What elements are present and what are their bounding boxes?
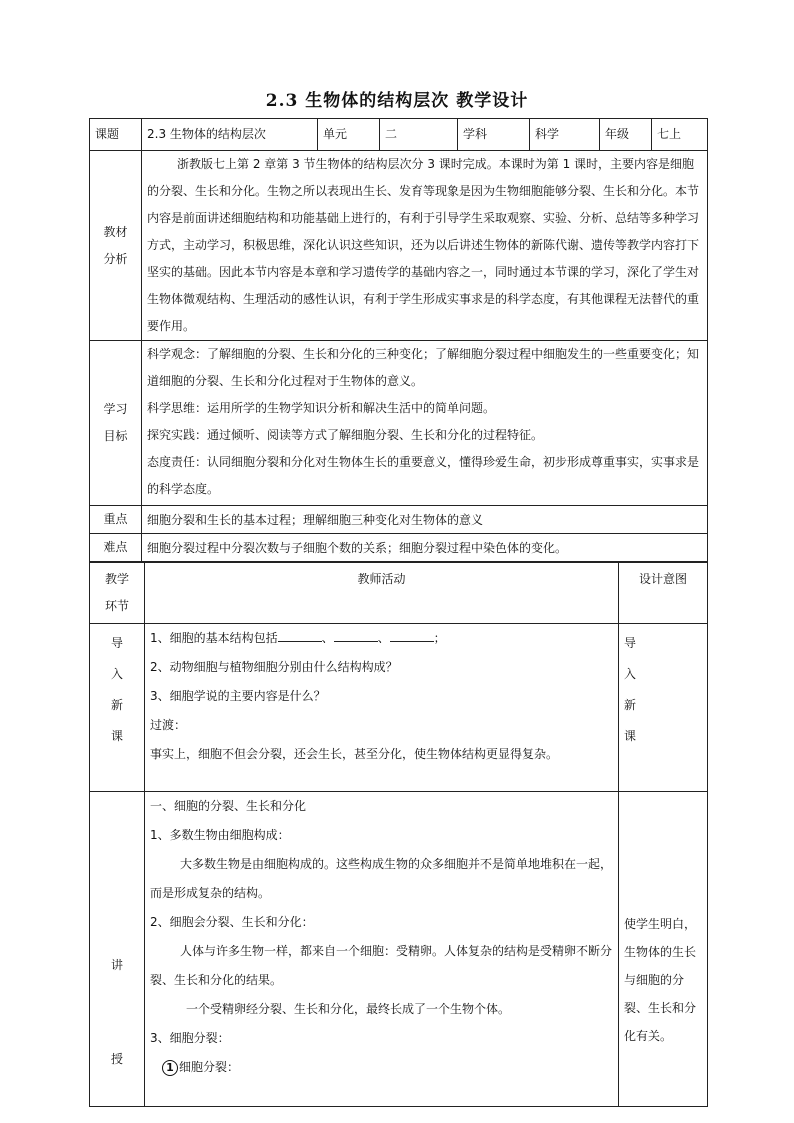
teach-activity (145, 792, 619, 1107)
lesson-info-table (89, 118, 708, 562)
teach-stage: 讲 授 (90, 792, 145, 1107)
analysis-text-cell (142, 151, 708, 341)
circled-number: 1 (162, 1060, 178, 1076)
intro-intent: 导 入 新 课 (619, 624, 708, 792)
key-row (90, 506, 708, 534)
fill-blank (390, 627, 434, 642)
info-row (90, 119, 708, 151)
subject-value: 科学 (530, 119, 600, 151)
teach-intent: 使学生明白，生物体的生长与细胞的分裂、生长和分化有关。 (619, 792, 708, 1107)
page-title: 2.3 生物体的结构层次 教学设计 (265, 91, 529, 111)
teach-section-2: 2、细胞会分裂、生长和分化： (150, 915, 314, 929)
analysis-text: 浙教版七上第 2 章第 3 节生物体的结构层次分 3 课时完成。本课时为第 1 课时，主要内容是细胞的分裂、生长和分化。生物之所以表现出生长、发育等现象是因为生物细胞能够分裂、生长和分化。本节内容是前面讲述细胞结构和功能基础上进行的，有利于引导学生采取观察、实验、分析、总结等多种学习方式，主动学习，积极思维，深化认识这些知识，还为以后讲述生物体的新陈代谢、遗传等教学内容打下坚实的基础。因此本节内容是本章和学习遗传学的基础内容之一，同时通过本节课的学习，深化了学生对生物体微观结构、生理活动的感性认识，有利于学生形成实事求是的科学态度，有其他课程无法替代的重要作用。 (147, 157, 700, 333)
goal-item: 态度责任：认同细胞分裂和分化对生物体生长的重要意义，懂得珍爱生命，初步形成尊重事实，实事求是的科学态度。 (147, 455, 700, 496)
fill-blank (334, 627, 378, 642)
teach-heading: 一、细胞的分裂、生长和分化 (150, 799, 307, 813)
teach-section-1: 1、多数生物由细胞构成： (150, 828, 290, 842)
analysis-row (90, 151, 708, 341)
process-table (89, 562, 708, 1107)
key-label: 重点 (90, 506, 142, 534)
grade-value: 七上 (652, 119, 708, 151)
topic-label: 课题 (90, 119, 142, 151)
goal-item: 科学观念：了解细胞的分裂、生长和分化的三种变化；了解细胞分裂过程中细胞发生的一些重要变化；知道细胞的分裂、生长和分化过程对于生物体的意义。 (147, 347, 700, 388)
teach-row (90, 792, 708, 1107)
intro-question-3: 3、细胞学说的主要内容是什么？ (150, 689, 326, 703)
intro-activity (145, 624, 619, 792)
topic-value: 2.3 生物体的结构层次 (142, 119, 318, 151)
teach-section-3: 3、细胞分裂： (150, 1031, 230, 1045)
goal-item: 探究实践：通过倾听、阅读等方式了解细胞分裂、生长和分化的过程特征。 (147, 428, 544, 442)
subject-label: 学科 (458, 119, 530, 151)
intent-header: 设计意图 (619, 563, 708, 624)
goals-cell (142, 341, 708, 506)
unit-value: 二 (380, 119, 458, 151)
transition-text: 事实上，细胞不但会分裂，还会生长，甚至分化，使生物体结构更显得复杂。 (150, 747, 559, 761)
intro-question-1: 1、细胞的基本结构包括 、 、 ； (150, 624, 613, 653)
fill-blank (278, 627, 322, 642)
stage-header: 教学 环节 (90, 563, 145, 624)
key-text: 细胞分裂和生长的基本过程；理解细胞三种变化对生物体的意义 (142, 506, 708, 534)
goals-row (90, 341, 708, 506)
process-header-row (90, 563, 708, 624)
goal-item: 科学思维：运用所学的生物学知识分析和解决生活中的简单问题。 (147, 401, 496, 415)
grade-label: 年级 (600, 119, 652, 151)
teach-section-2-text: 人体与许多生物一样，都来自一个细胞：受精卵。人体复杂的结构是受精卵不断分裂、生长和分化的结果。 (150, 944, 613, 987)
unit-label: 单元 (318, 119, 380, 151)
difficult-row (90, 534, 708, 562)
teach-section-1-text: 大多数生物是由细胞构成的。这些构成生物的众多细胞并不是简单地堆积在一起，而是形成复杂的结构。 (150, 857, 613, 900)
teach-section-2-text2: 一个受精卵经分裂、生长和分化，最终长成了一个生物个体。 (186, 1002, 511, 1016)
teach-section-3-sub: 1 细胞分裂： (150, 1053, 613, 1082)
difficult-text: 细胞分裂过程中分裂次数与子细胞个数的关系；细胞分裂过程中染色体的变化。 (142, 534, 708, 562)
activity-header: 教师活动 (145, 563, 619, 624)
intro-row (90, 624, 708, 792)
intro-stage: 导 入 新 课 (90, 624, 145, 792)
goals-label: 学习 目标 (90, 341, 142, 506)
analysis-label: 教材 分析 (90, 151, 142, 341)
difficult-label: 难点 (90, 534, 142, 562)
transition-label: 过渡： (150, 718, 187, 732)
intro-question-2: 2、动物细胞与植物细胞分别由什么结构构成？ (150, 660, 398, 674)
